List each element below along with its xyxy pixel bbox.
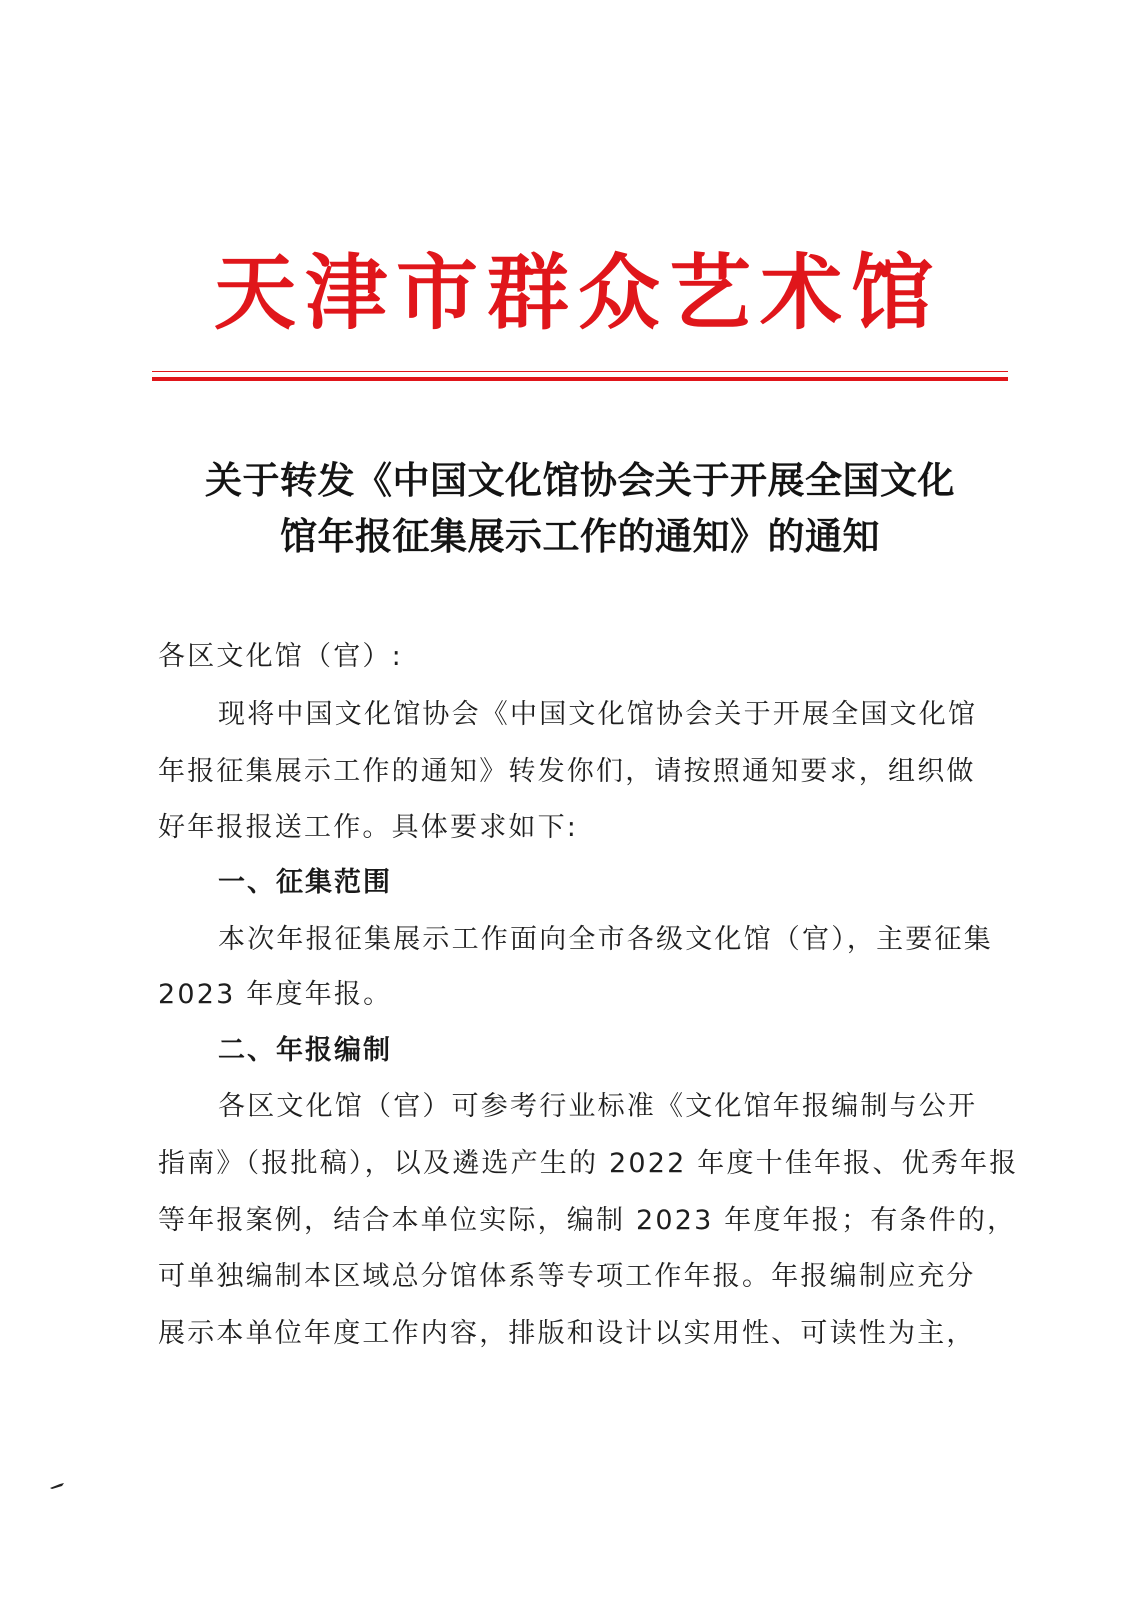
section-2-line-5: 展示本单位年度工作内容，排版和设计以实用性、可读性为主， [158, 1318, 976, 1349]
document-title-line-1: 关于转发《中国文化馆协会关于开展全国文化 [205, 458, 955, 502]
letterhead-rule-thin [152, 371, 1008, 372]
section-1-heading: 一、征集范围 [218, 867, 392, 898]
paragraph-1-line-1: 现将中国文化馆协会《中国文化馆协会关于开展全国文化馆 [218, 699, 978, 730]
salutation: 各区文化馆（官）: [158, 641, 403, 672]
letterhead-org-name: 天津市群众艺术馆 [213, 245, 942, 341]
section-2-line-2: 指南》（报批稿），以及遴选产生的 2022 年度十佳年报、优秀年报 [158, 1148, 1019, 1179]
document-title [150, 452, 1010, 564]
section-2-heading: 二、年报编制 [218, 1035, 392, 1066]
document-title-line-2: 馆年报征集展示工作的通知》的通知 [280, 514, 880, 558]
section-1-line-1: 本次年报征集展示工作面向全市各级文化馆（官），主要征集 [218, 924, 993, 955]
paragraph-1-line-2: 年报征集展示工作的通知》转发你们，请按照通知要求，组织做 [158, 756, 976, 787]
scan-speck-mark [50, 1483, 64, 1489]
letterhead-rule-thick [152, 377, 1008, 381]
section-2-line-4: 可单独编制本区域总分馆体系等专项工作年报。年报编制应充分 [158, 1261, 976, 1292]
section-2-line-1: 各区文化馆（官）可参考行业标准《文化馆年报编制与公开 [218, 1091, 978, 1122]
section-2-line-3: 等年报案例，结合本单位实际，编制 2023 年度年报；有条件的， [158, 1205, 1017, 1236]
paragraph-1-line-3: 好年报报送工作。具体要求如下: [158, 812, 579, 843]
section-1-line-2: 2023 年度年报。 [158, 979, 393, 1010]
